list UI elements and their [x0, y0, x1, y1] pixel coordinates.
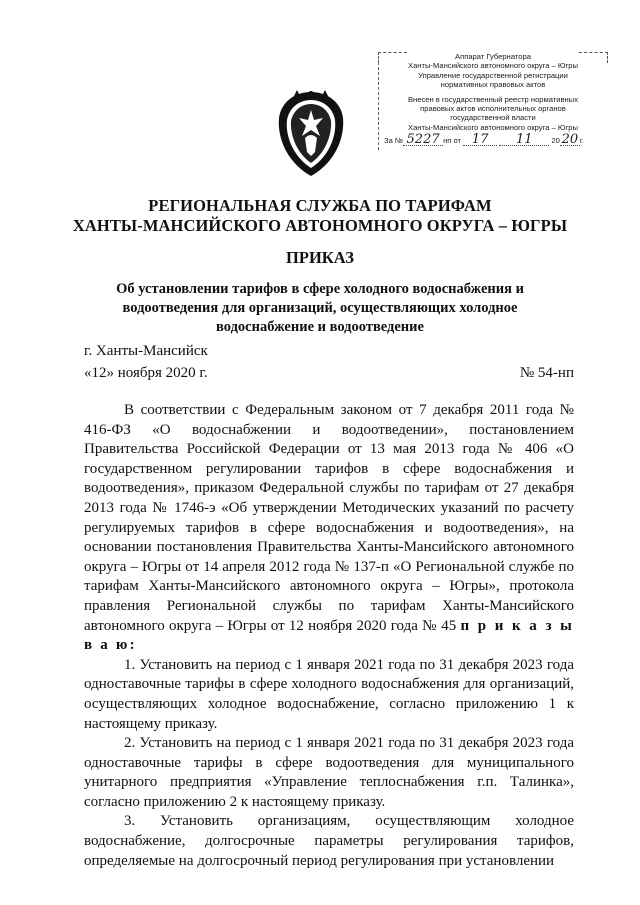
organization-title [60, 196, 580, 236]
organization-title-line: РЕГИОНАЛЬНАЯ СЛУЖБА ПО ТАРИФАМ [148, 196, 492, 215]
registration-stamp [378, 52, 608, 160]
stamp-reg-number: 5227 [403, 135, 443, 145]
stamp-reg-suffix: г. [579, 136, 584, 146]
stamp-reg-month: 11 [499, 135, 549, 145]
document-body [84, 401, 574, 871]
stamp-reg-year: 20 [561, 132, 579, 148]
order-word: п р и к а з ы в а ю [84, 617, 575, 654]
order-colon: : [129, 637, 137, 654]
stamp-reg-from: нп от [443, 136, 462, 146]
coat-of-arms-icon [273, 88, 349, 180]
item-paragraph-3: 3. Установить организациям, осуществляющим холодное водоснабжение, долгосрочные параметры регулирования тарифов, определяемые на долгосрочный период регулирования при установлении [84, 813, 574, 869]
stamp-line: Управление государственной регистрации [418, 70, 568, 80]
stamp-line: нормативных правовых актов [440, 80, 546, 90]
stamp-registration-line [378, 132, 608, 148]
issue-place: г. Ханты-Мансийск [84, 343, 208, 359]
item-paragraph-1: 1. Установить на период с 1 января 2021 года по 31 декабря 2023 года одноставочные тарифы в сфере холодного водоснабжения для организаций, осуществляющих холодное водоснабжение, согласно приложению 1 к настоящему приказу. [84, 656, 574, 732]
intro-protocol-number: № 45 [422, 617, 457, 634]
organization-title-line: ХАНТЫ-МАНСИЙСКОГО АВТОНОМНОГО ОКРУГА – ЮГРЫ [72, 216, 568, 235]
stamp-reg-day: 17 [463, 135, 497, 145]
document-subject: Об установлении тарифов в сфере холодного водоснабжения и водоотведения для организаций, осуществляющих холодное водоснабжение и водоотведение [116, 281, 524, 335]
issue-date: «12» ноября 2020 г. [84, 365, 208, 381]
item-paragraph-2: 2. Установить на период с 1 января 2021 года по 31 декабря 2023 года одноставочные тарифы в сфере водоотведения для муниципального унитарного предприятия «Управление теплоснабжения г.п. Талинка», согласно приложению 2 к настоящему приказу. [84, 735, 574, 810]
stamp-reg-year-prefix: 20 [551, 136, 560, 146]
stamp-line: Внесен в государственный реестр нормативных [407, 94, 579, 104]
document-type: ПРИКАЗ [286, 248, 354, 267]
intro-paragraph [84, 401, 574, 656]
stamp-line: Ханты-Мансийского автономного округа – Югры [408, 122, 578, 132]
stamp-line: правовых актов исполнительных органов [420, 104, 566, 114]
stamp-line: Аппарат Губернатора [455, 52, 531, 61]
stamp-reg-prefix: За № [384, 136, 404, 146]
intro-text: В соответствии с Федеральным законом от 7 декабря 2011 года № 416-ФЗ «О водоснабжении и водоотведении», постановлением Правительства Российской Федерации от 13 мая 2013 года № 406 «О государственном регулировании тарифов в сфере водоснабжения и водоотведения», приказом Федеральной службы по тарифам от 27 декабря 2013 года № 1746-э «Об утверждении Методических указаний по расчету регулируемых тарифов в сфере водоснабжения и водоотведения», на основании постановления Правительства Ханты-Мансийского автономного округа – Югры от 14 апреля 2012 года № 137-п «О Региональной службе по тарифам Ханты-Мансийского автономного округа – Югры», протокола правления Региональной службы по тарифам Ханты-Мансийского автономного округа – Югры от 12 ноября 2020 года [84, 402, 574, 634]
document-number: № 54-нп [519, 365, 574, 381]
stamp-line: государственной власти [450, 113, 536, 123]
stamp-line: Ханты-Мансийского автономного округа – Югры [408, 61, 578, 71]
